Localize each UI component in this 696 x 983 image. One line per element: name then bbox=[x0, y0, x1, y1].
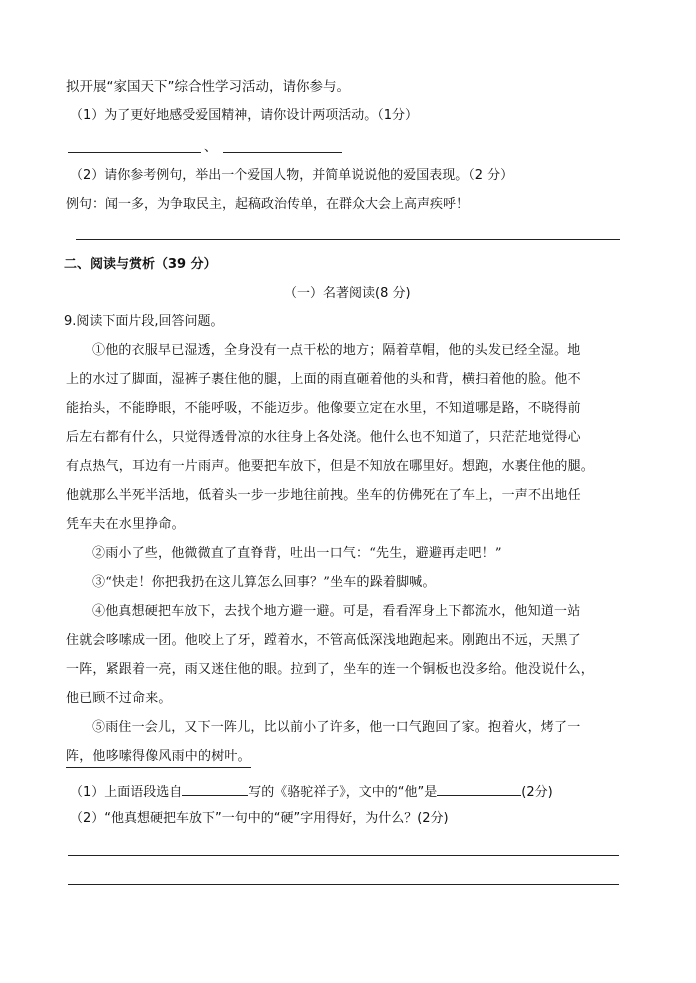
sub-heading: （一）名著阅读(8 分) bbox=[284, 286, 411, 301]
underlined-sentence: 阵，他哆嗦得像风雨中的树叶。 bbox=[66, 748, 251, 768]
answer-blank-1[interactable] bbox=[68, 152, 201, 153]
passage-line: ①他的衣服早已湿透，全身没有一点干松的地方；隔着草帽，他的头发已经全湿。地 bbox=[92, 343, 581, 358]
question-1-score: (2分) bbox=[521, 785, 553, 800]
answer-line-2[interactable] bbox=[68, 884, 619, 885]
passage-question-1 bbox=[70, 781, 553, 802]
passage-line: 住就会哆嗦成一团。他咬上了牙，蹚着水，不管高低深浅地跑起来。刚跑出不远，天黑了 bbox=[66, 633, 581, 648]
passage-line: 能抬头，不能睁眼，不能呼吸，不能迈步。他像要立定在水里，不知道哪是路，不晓得前 bbox=[66, 401, 581, 416]
passage-line: ②雨小了些，他微微直了直脊背，吐出一口气：“先生，避避再走吧！” bbox=[92, 546, 502, 561]
intro-line: 拟开展“家国天下”综合性学习活动，请你参与。 bbox=[66, 79, 350, 95]
passage-line: 他已顾不过命来。 bbox=[66, 691, 172, 706]
passage-line: 有点热气，耳边有一片雨声。他要把车放下，但是不知放在哪里好。想跑，水裹住他的腿。 bbox=[66, 459, 595, 474]
answer-line-1[interactable] bbox=[68, 855, 619, 856]
passage-line: 一阵，紧跟着一亮，雨又迷住他的眼。拉到了，坐车的连一个铜板也没多给。他没说什么， bbox=[66, 662, 595, 677]
he-blank[interactable] bbox=[437, 781, 521, 796]
question-1-part1: （1）上面语段选自 bbox=[70, 785, 183, 800]
passage-line: 上的水过了脚面，湿裤子裹住他的腿，上面的雨直砸着他的头和背，横扫着他的脸。他不 bbox=[66, 372, 581, 387]
blank-separator: 、 bbox=[204, 140, 218, 155]
intro-question-2: （2）请你参考例句，举出一个爱国人物，并简单说说他的爱国表现。（2 分） bbox=[70, 168, 514, 183]
passage-line: ③“快走！你把我扔在这儿算怎么回事？”坐车的跺着脚喊。 bbox=[92, 575, 436, 590]
author-blank[interactable] bbox=[182, 781, 248, 796]
passage-line: 后左右都有什么，只觉得透骨凉的水往身上各处浇。他什么也不知道了，只茫茫地觉得心 bbox=[66, 430, 581, 445]
passage-line: ⑤雨住一会儿，又下一阵儿，比以前小了许多，他一口气跑回了家。抱着火，烤了一 bbox=[92, 720, 581, 735]
question-1-part2: 写的《骆驼祥子》，文中的“他”是 bbox=[248, 785, 438, 800]
intro-question-1: （1）为了更好地感受爱国精神，请你设计两项活动。（1分） bbox=[70, 108, 419, 123]
section-heading: 二、阅读与赏析（39 分） bbox=[64, 257, 217, 272]
passage-line: 凭车夫在水里挣命。 bbox=[66, 517, 185, 532]
answer-line-example[interactable] bbox=[76, 239, 620, 240]
passage-question-2: （2）“他真想硬把车放下”一句中的“硬”字用得好，为什么？(2分) bbox=[70, 811, 449, 826]
passage-line: ④他真想硬把车放下，去找个地方避一避。可是，看看浑身上下都流水，他知道一站 bbox=[92, 604, 581, 619]
example-sentence: 例句：闻一多，为争取民主，起稿政治传单，在群众大会上高声疾呼！ bbox=[66, 197, 470, 212]
question-9-prompt: 9.阅读下面片段,回答问题。 bbox=[64, 314, 224, 329]
answer-blank-2[interactable] bbox=[223, 152, 342, 153]
passage-line: 他就那么半死半活地，低着头一步一步地往前拽。坐车的仿佛死在了车上，一声不出地任 bbox=[66, 488, 581, 503]
